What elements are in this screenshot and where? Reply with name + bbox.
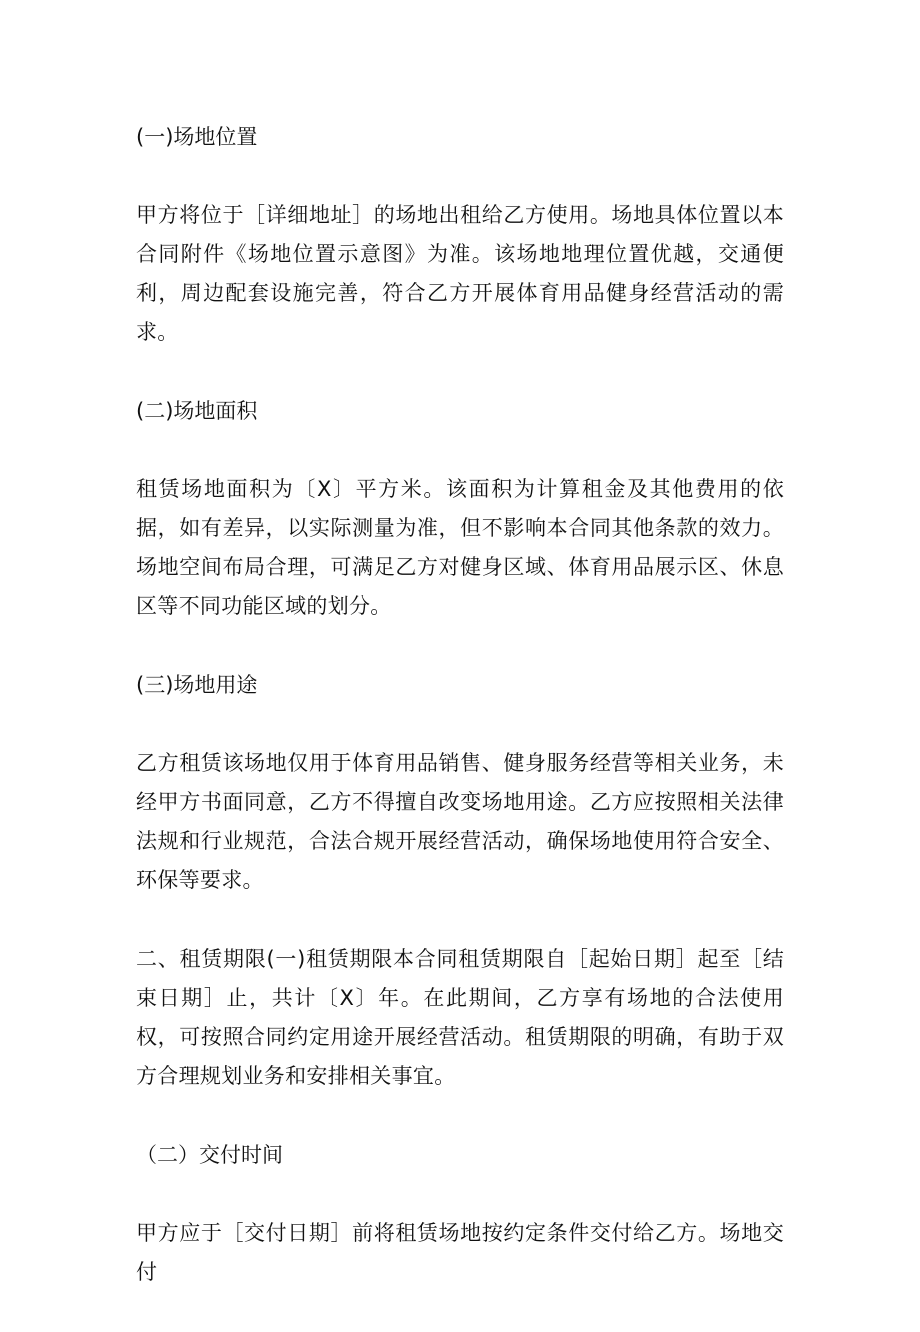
section-heading-location: (一)场地位置 [136,125,258,149]
section-heading-delivery: （二）交付时间 [136,1143,283,1167]
paragraph-lease-term: 二、租赁期限(一)租赁期限本合同租赁期限自［起始日期］起至［结束日期］止，共计〔X〕年。在此期间，乙方享有场地的合法使用权，可按照合同约定用途开展经营活动。租赁期限的明确，有助于双方合理规划业务和安排相关事宜。 [136,947,784,1088]
document-body [136,118,784,1332]
section-heading-usage: (三)场地用途 [136,673,258,697]
paragraph-location: 甲方将位于［详细地址］的场地出租给乙方使用。场地具体位置以本合同附件《场地位置示意图》为准。该场地地理位置优越，交通便利，周边配套设施完善，符合乙方开展体育用品健身经营活动的需求。 [136,203,784,344]
paragraph-area: 租赁场地面积为〔X〕平方米。该面积为计算租金及其他费用的依据，如有差异，以实际测量为准，但不影响本合同其他条款的效力。场地空间布局合理，可满足乙方对健身区域、体育用品展示区、休息区等不同功能区域的划分。 [136,477,784,618]
paragraph-delivery: 甲方应于［交付日期］前将租赁场地按约定条件交付给乙方。场地交付 [136,1221,784,1284]
paragraph-usage: 乙方租赁该场地仅用于体育用品销售、健身服务经营等相关业务，未经甲方书面同意，乙方不得擅自改变场地用途。乙方应按照相关法律法规和行业规范，合法合规开展经营活动，确保场地使用符合安全、环保等要求。 [136,751,784,892]
section-heading-area: (二)场地面积 [136,399,258,423]
